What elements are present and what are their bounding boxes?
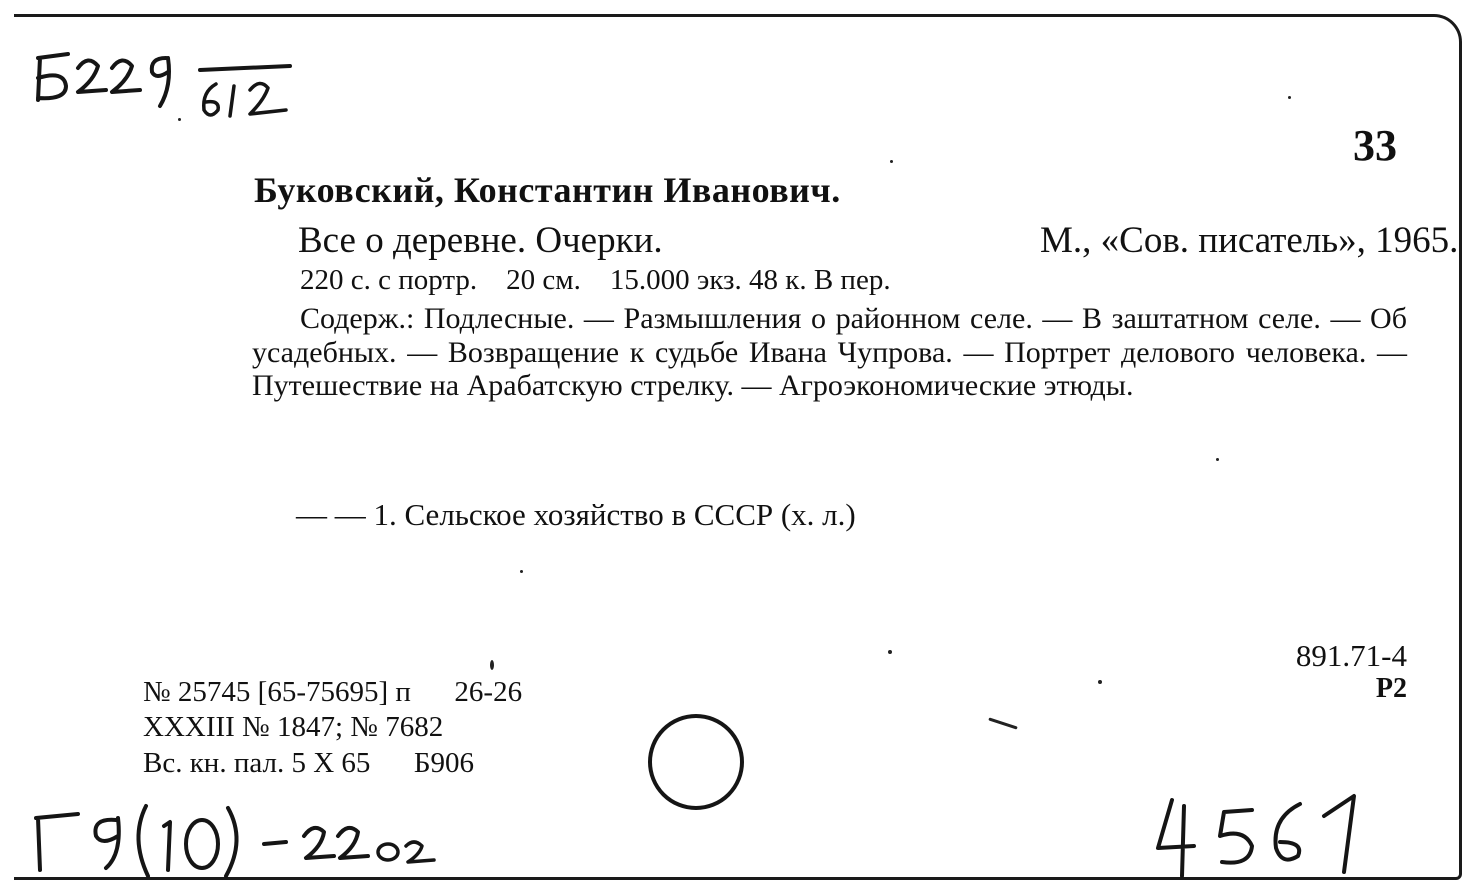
book-title: Все о деревне. Очерки. — [298, 220, 663, 261]
punch-hole-circle — [642, 708, 752, 818]
speck — [888, 650, 892, 654]
footer-line-3: Вс. кн. пал. 5 X 65 Б906 — [143, 747, 475, 779]
speck — [178, 118, 181, 121]
speck — [1098, 680, 1102, 684]
speck — [490, 660, 494, 670]
handwritten-code — [22, 796, 462, 886]
imprint: М., «Сов. писатель», 1965. — [1040, 220, 1459, 261]
speck — [1216, 458, 1219, 461]
speck — [520, 570, 523, 573]
card-number: 33 — [1353, 121, 1397, 170]
classification-number: 891.71-4 — [1295, 638, 1407, 673]
physical-description: 220 с. с портр. 20 см. 15.000 экз. 48 к. В пер. — [300, 264, 891, 296]
speck — [1288, 96, 1291, 99]
handwritten-number — [1148, 786, 1388, 886]
author-heading: Буковский, Константин Иванович. — [254, 170, 841, 210]
handwritten-shelfmark — [28, 36, 328, 146]
speck — [890, 160, 893, 163]
footer-line-1: № 25745 [65-75695] п 26-26 — [143, 676, 523, 708]
contents-note: Содерж.: Подлесные. — Размышления о районном селе. — В заштатном селе. — Об усадебных. — Возвращение к судьбе Ивана Чупрова. — Портрет делового человека. — Путешествие на Арабатскую стрелку. — Агроэкономические этюды. — [252, 302, 1407, 402]
subject-heading: — — 1. Сельское хозяйство в СССР (х. л.) — [296, 497, 856, 532]
author-mark: Р2 — [1375, 673, 1407, 704]
footer-line-2: XXXIII № 1847; № 7682 — [143, 711, 444, 743]
